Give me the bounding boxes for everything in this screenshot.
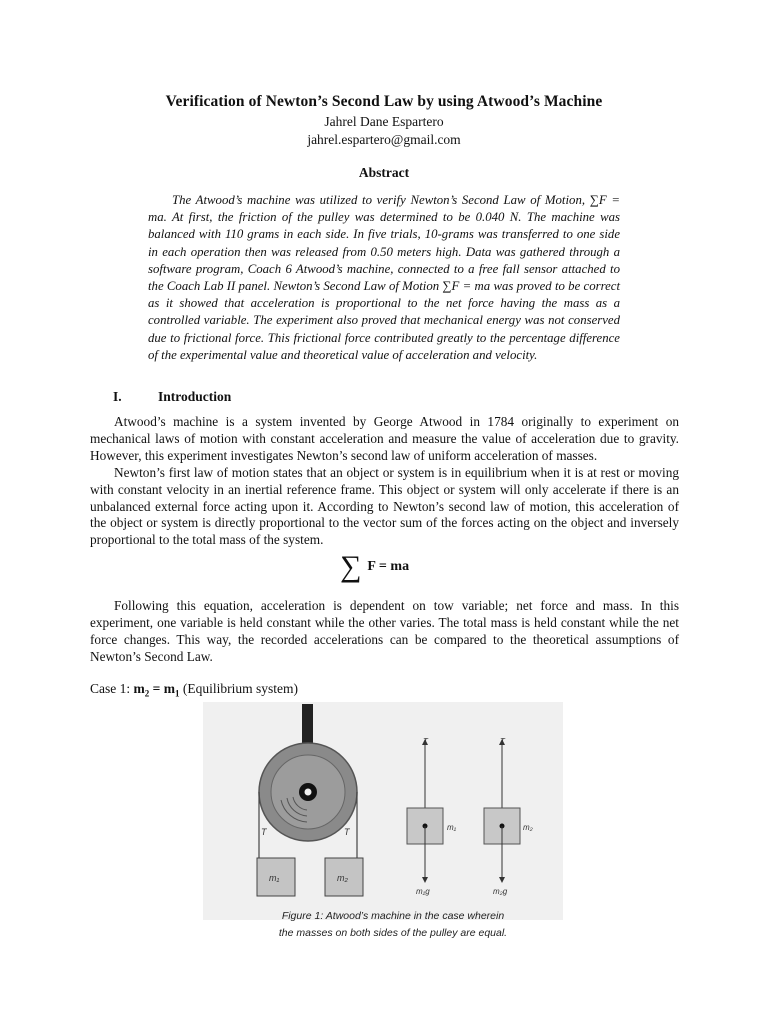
- introduction-body: [90, 414, 679, 549]
- case-prefix: Case 1:: [90, 681, 131, 696]
- author-name: Jahrel Dane Espartero: [324, 114, 444, 129]
- equation-text: F = ma: [367, 559, 410, 574]
- figure-1-caption: [243, 908, 543, 942]
- tension-label-right: T: [344, 827, 350, 837]
- case-1-label: [90, 681, 298, 699]
- section-number: I.: [113, 389, 122, 404]
- fbd1-tension-label: T: [423, 737, 428, 746]
- fbd1-weight-label: m₁g: [416, 887, 430, 896]
- abstract-text-2: . At first, the friction of the pulley was determined to be 0.040 N. The machine was balanced with 110 grams in each side. In five trials, 10-grams was transferred to one side in each operation then was released from 0.50 meters high. Data was gathered through a software program, Coach 6 Atwood’s machine, connected to a free fall sensor attached to the Coach Lab II panel. Newton’s Second Law of Motion: [148, 210, 620, 294]
- summation-symbol: ∑: [340, 550, 362, 583]
- caption-line-2: the masses on both sides of the pulley are equal.: [278, 927, 508, 939]
- case-equals: =: [152, 681, 161, 696]
- pulley-axle-center: [305, 789, 312, 796]
- abstract-text-1: The Atwood’s machine was utilized to verify Newton’s Second Law of Motion,: [172, 193, 586, 207]
- section-heading-introduction: [113, 389, 231, 405]
- intro-paragraph-3: Following this equation, acceleration is dependent on tow variable; net force and mass. In this experiment, one variable is held constant while the other varies. The total mass is held constant while the net force changes. This way, the recorded accelerations can be compared to the theoretical assumptions of Newton’s Second Law.: [90, 598, 679, 664]
- fbd1-mass-label: m₁: [447, 823, 457, 832]
- abstract-equation-2: ∑F = ma: [442, 279, 491, 294]
- case-lhs: m: [133, 681, 145, 696]
- fbd2-tension-label: T: [500, 737, 505, 746]
- fbd2-weight-label: m₂g: [493, 887, 508, 896]
- case-rhs: m: [163, 681, 175, 696]
- mass-label-left: m₁: [269, 873, 280, 883]
- figure-1-atwood-diagram: [203, 702, 563, 920]
- abstract-text-3: was proved to be correct as it showed that acceleration is proportional to the net force having the mass as a controlled variable. The experiment also proved that mechanical energy was not conserved due to frictional force. This frictional force contributed greatly to the percentage difference of the experimental value and theoretical value of acceleration and velocity.: [148, 279, 621, 362]
- fbd2-mass-label: m₂: [523, 823, 533, 832]
- paper-title: Verification of Newton’s Second Law by using Atwood’s Machine: [165, 93, 603, 110]
- abstract-body: [148, 192, 620, 364]
- mass-label-right: m₂: [337, 873, 348, 883]
- case-lhs-subscript: 2: [144, 688, 150, 699]
- abstract-heading: Abstract: [358, 165, 410, 180]
- tension-label-left: T: [261, 827, 267, 837]
- section-title: Introduction: [158, 389, 232, 404]
- intro-paragraph-2: Newton’s first law of motion states that an object or system is in equilibrium when it is at rest or moving with constant velocity in an inertial reference frame. This object or system will only accelerate if there is an unbalanced external force acting upon it. According to Newton’s second law of motion, this acceleration of the object or system is directly proportional to the vector sum of the forces acting on the object and inversely proportional to the total mass of the system.: [90, 464, 679, 548]
- atwood-diagram-svg: [203, 702, 563, 920]
- intro-paragraph-1: Atwood’s machine is a system invented by George Atwood in 1784 originally to experiment on mechanical laws of motion with constant acceleration and measure the value of acceleration due to gravity. However, this experiment investigates Newton’s second law of uniform acceleration of masses.: [90, 414, 679, 463]
- case-rhs-subscript: 1: [174, 688, 180, 699]
- abstract-equation-1: ∑F = ma: [148, 193, 620, 225]
- newton-second-law-equation: [340, 552, 409, 582]
- author-email: jahrel.espartero@gmail.com: [307, 132, 461, 147]
- caption-line-1: Figure 1: Atwood’s machine in the case wherein: [281, 910, 505, 922]
- case-suffix: (Equilibrium system): [182, 681, 298, 696]
- introduction-body-continued: [90, 598, 679, 666]
